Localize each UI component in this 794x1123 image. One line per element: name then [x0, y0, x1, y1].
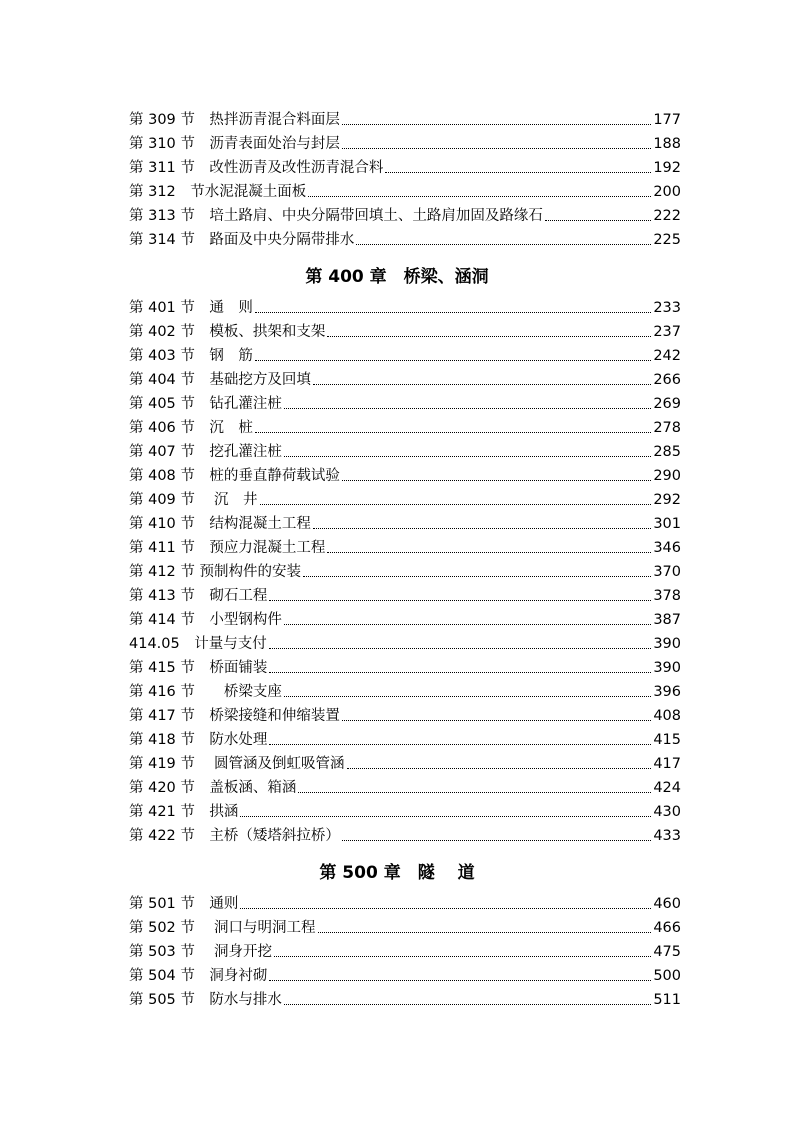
toc-entry[interactable] — [129, 180, 681, 204]
toc-entry[interactable] — [129, 392, 681, 416]
toc-entry-page-number: 500 — [653, 968, 681, 984]
dot-leader — [255, 359, 651, 361]
dot-leader — [342, 123, 651, 125]
toc-entry-title: 第 414 节 小型钢构件 — [129, 612, 282, 628]
toc-entry[interactable] — [129, 940, 681, 964]
toc-entry-title: 第 504 节 洞身衬砌 — [129, 968, 268, 984]
toc-entry-page-number: 370 — [653, 564, 681, 580]
toc-entry[interactable] — [129, 988, 681, 1012]
toc-entry-page-number: 188 — [653, 136, 681, 152]
dot-leader — [284, 695, 651, 697]
toc-entry-page-number: 237 — [653, 324, 681, 340]
toc-entry[interactable] — [129, 320, 681, 344]
toc-entry[interactable] — [129, 824, 681, 848]
dot-leader — [385, 171, 651, 173]
toc-entry-page-number: 346 — [653, 540, 681, 556]
dot-leader — [284, 623, 651, 625]
toc-entry[interactable] — [129, 488, 681, 512]
toc-entry-page-number: 466 — [653, 920, 681, 936]
toc-entry[interactable] — [129, 680, 681, 704]
dot-leader — [327, 551, 651, 553]
toc-entry[interactable] — [129, 752, 681, 776]
toc-entry-title: 第 505 节 防水与排水 — [129, 992, 282, 1008]
dot-leader — [240, 815, 651, 817]
toc-entry[interactable] — [129, 464, 681, 488]
toc-entry-title: 第 415 节 桥面铺装 — [129, 660, 268, 676]
toc-entry-page-number: 269 — [653, 396, 681, 412]
toc-entry[interactable] — [129, 228, 681, 252]
toc-entry-title: 第 408 节 桩的垂直静荷载试验 — [129, 468, 340, 484]
dot-leader — [284, 407, 651, 409]
toc-entry-title: 第 404 节 基础挖方及回填 — [129, 372, 311, 388]
dot-leader — [342, 147, 651, 149]
toc-entry[interactable] — [129, 964, 681, 988]
toc-entry-title: 第 312 节水泥混凝土面板 — [129, 184, 307, 200]
dot-leader — [269, 743, 651, 745]
toc-entry-page-number: 301 — [653, 516, 681, 532]
toc-entry-title: 第 403 节 钢 筋 — [129, 348, 253, 364]
toc-entry-title: 第 417 节 桥梁接缝和伸缩装置 — [129, 708, 340, 724]
toc-entry-title: 第 421 节 拱涵 — [129, 804, 239, 820]
toc-entry-page-number: 233 — [653, 300, 681, 316]
toc-entry[interactable] — [129, 440, 681, 464]
toc-entry-page-number: 292 — [653, 492, 681, 508]
toc-entry[interactable] — [129, 776, 681, 800]
toc-group-300 — [129, 108, 681, 252]
toc-entry-title: 第 501 节 通则 — [129, 896, 239, 912]
toc-entry-title: 第 314 节 路面及中央分隔带排水 — [129, 232, 355, 248]
toc-entry[interactable] — [129, 892, 681, 916]
toc-entry[interactable] — [129, 368, 681, 392]
dot-leader — [342, 719, 651, 721]
toc-entry-page-number: 415 — [653, 732, 681, 748]
toc-entry[interactable] — [129, 416, 681, 440]
toc-entry-title: 第 412 节 预制构件的安装 — [129, 564, 302, 580]
toc-entry-title: 第 311 节 改性沥青及改性沥青混合料 — [129, 160, 384, 176]
toc-entry-page-number: 192 — [653, 160, 681, 176]
toc-entry-page-number: 378 — [653, 588, 681, 604]
chapter-heading-500: 第 500 章 隧 道 — [319, 863, 475, 883]
toc-entry-page-number: 290 — [653, 468, 681, 484]
toc-entry-title: 第 406 节 沉 桩 — [129, 420, 253, 436]
dot-leader — [269, 671, 651, 673]
toc-entry[interactable] — [129, 800, 681, 824]
toc-entry-title: 第 416 节 桥梁支座 — [129, 684, 282, 700]
toc-entry-title: 第 413 节 砌石工程 — [129, 588, 268, 604]
toc-entry-title: 第 407 节 挖孔灌注桩 — [129, 444, 282, 460]
dot-leader — [308, 195, 651, 197]
toc-entry[interactable] — [129, 560, 681, 584]
dot-leader — [342, 839, 651, 841]
toc-entry-page-number: 424 — [653, 780, 681, 796]
toc-entry-page-number: 387 — [653, 612, 681, 628]
toc-entry-page-number: 390 — [653, 636, 681, 652]
dot-leader — [269, 599, 651, 601]
toc-entry[interactable] — [129, 204, 681, 228]
toc-entry-page-number: 390 — [653, 660, 681, 676]
toc-entry-title: 第 420 节 盖板涵、箱涵 — [129, 780, 297, 796]
toc-entry-title: 第 410 节 结构混凝土工程 — [129, 516, 311, 532]
toc-entry-page-number: 266 — [653, 372, 681, 388]
toc-entry[interactable] — [129, 704, 681, 728]
toc-entry[interactable] — [129, 728, 681, 752]
toc-entry-title: 第 422 节 主桥（矮塔斜拉桥） — [129, 828, 340, 844]
dot-leader — [240, 907, 651, 909]
toc-entry-page-number: 511 — [653, 992, 681, 1008]
toc-entry-title: 第 409 节 沉 井 — [129, 492, 258, 508]
toc-entry[interactable] — [129, 916, 681, 940]
dot-leader — [327, 335, 651, 337]
dot-leader — [313, 527, 651, 529]
dot-leader — [274, 955, 651, 957]
toc-entry-title: 第 401 节 通 则 — [129, 300, 253, 316]
toc-entry[interactable] — [129, 156, 681, 180]
toc-entry-page-number: 242 — [653, 348, 681, 364]
toc-entry-page-number: 433 — [653, 828, 681, 844]
toc-entry-page-number: 396 — [653, 684, 681, 700]
toc-entry-title: 第 503 节 洞身开挖 — [129, 944, 273, 960]
toc-entry[interactable] — [129, 512, 681, 536]
dot-leader — [342, 479, 651, 481]
dot-leader — [318, 931, 652, 933]
toc-entry-page-number: 417 — [653, 756, 681, 772]
dot-leader — [269, 979, 651, 981]
toc-entry[interactable] — [129, 108, 681, 132]
toc-entry[interactable] — [129, 536, 681, 560]
dot-leader — [303, 575, 651, 577]
dot-leader — [356, 243, 651, 245]
toc-entry-page-number: 278 — [653, 420, 681, 436]
toc-entry[interactable] — [129, 132, 681, 156]
toc-group-400 — [129, 296, 681, 848]
dot-leader — [260, 503, 652, 505]
dot-leader — [269, 647, 652, 649]
toc-group-500 — [129, 892, 681, 1012]
toc-entry-page-number: 475 — [653, 944, 681, 960]
toc-entry[interactable] — [129, 656, 681, 680]
toc-entry-page-number: 408 — [653, 708, 681, 724]
toc-entry-title: 第 310 节 沥青表面处治与封层 — [129, 136, 340, 152]
toc-entry-page-number: 222 — [653, 208, 681, 224]
toc-entry-page-number: 430 — [653, 804, 681, 820]
toc-entry-page-number: 225 — [653, 232, 681, 248]
toc-entry[interactable] — [129, 632, 681, 656]
toc-entry[interactable] — [129, 344, 681, 368]
chapter-heading-400: 第 400 章 桥梁、涵洞 — [305, 267, 489, 287]
toc-entry[interactable] — [129, 608, 681, 632]
toc-entry-page-number: 460 — [653, 896, 681, 912]
toc-entry[interactable] — [129, 584, 681, 608]
toc-entry-title: 第 402 节 模板、拱架和支架 — [129, 324, 326, 340]
toc-entry-title: 第 405 节 钻孔灌注桩 — [129, 396, 282, 412]
toc-entry-title: 第 313 节 培土路肩、中央分隔带回填土、土路肩加固及路缘石 — [129, 208, 543, 224]
toc-entry-title: 第 502 节 洞口与明洞工程 — [129, 920, 316, 936]
toc-entry-title: 第 419 节 圆管涵及倒虹吸管涵 — [129, 756, 345, 772]
toc-entry-title: 第 418 节 防水处理 — [129, 732, 268, 748]
dot-leader — [284, 1003, 651, 1005]
toc-entry-page-number: 200 — [653, 184, 681, 200]
toc-entry-title: 第 309 节 热拌沥青混合料面层 — [129, 112, 340, 128]
dot-leader — [284, 455, 651, 457]
dot-leader — [347, 767, 652, 769]
toc-entry-page-number: 177 — [653, 112, 681, 128]
toc-entry-title: 第 411 节 预应力混凝土工程 — [129, 540, 326, 556]
dot-leader — [313, 383, 651, 385]
dot-leader — [298, 791, 651, 793]
dot-leader — [255, 311, 651, 313]
dot-leader — [255, 431, 651, 433]
toc-entry-title: 414.05 计量与支付 — [129, 636, 267, 652]
toc-entry-page-number: 285 — [653, 444, 681, 460]
toc-entry[interactable] — [129, 296, 681, 320]
dot-leader — [545, 219, 651, 221]
